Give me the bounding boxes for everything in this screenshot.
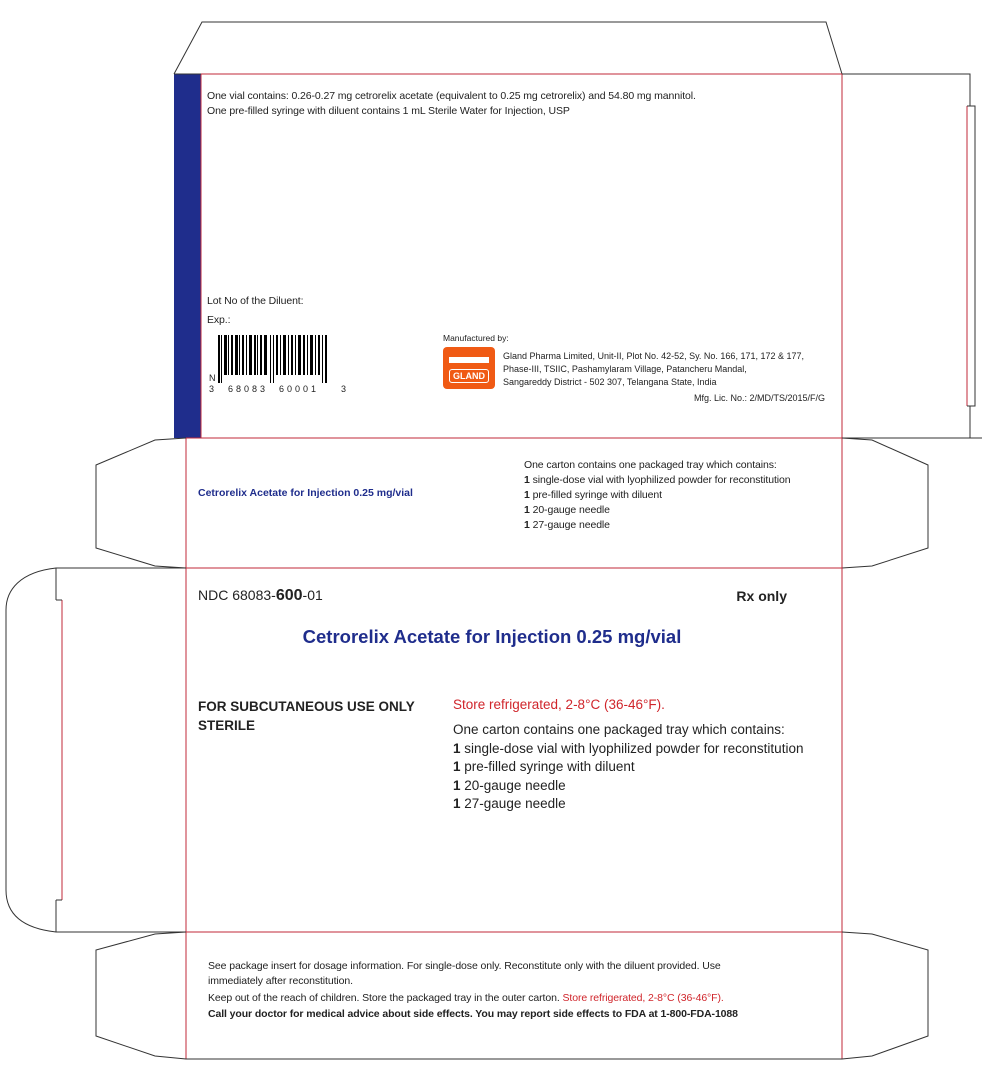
side-item: 1 20-gauge needle [524,504,610,516]
composition-line-1: One vial contains: 0.26-0.27 mg cetrorelix acetate (equivalent to 0.25 mg cetrorelix) and 54.80 mg mannitol. [207,90,696,102]
front-item: 1 single-dose vial with lyophilized powder for reconstitution [453,740,804,756]
ndc-number: NDC 68083-600-01 [198,587,323,604]
side-contents-intro: One carton contains one packaged tray which contains: [524,459,777,471]
composition-block [207,89,832,119]
front-item: 1 27-gauge needle [453,796,566,811]
barcode-n: N [209,373,216,383]
front-item: 1 pre-filled syringe with diluent [453,759,635,774]
side-left-flap [96,438,186,568]
front-contents-intro: One carton contains one packaged tray which contains: [453,722,785,737]
barcode-group-1: 68083 [228,384,269,394]
barcode-first-digit: 3 [209,384,215,394]
side-item: 1 single-dose vial with lyophilized powder for reconstitution [524,474,791,486]
side-contents [524,458,834,533]
side-right-flap [842,438,928,568]
side-product-name: Cetrorelix Acetate for Injection 0.25 mg/vial [198,487,413,499]
front-item: 1 20-gauge needle [453,777,566,793]
rx-only: Rx only [736,588,787,604]
exp-label: Exp.: [207,314,231,326]
gland-logo [443,347,495,389]
composition-line-2: One pre-filled syringe with diluent contains 1 mL Sterile Water for Injection, USP [207,105,570,117]
top-right-flap [842,74,975,438]
front-product-name: Cetrorelix Acetate for Injection 0.25 mg/vial [302,626,682,647]
address-line-3: Sangareddy District - 502 307, Telangana State, India [503,377,717,387]
top-tuck-flap [174,22,842,74]
bottom-text [208,959,828,1022]
front-left-flap [6,568,186,932]
manufacturer-address [503,350,838,389]
bottom-left-flap [96,932,186,1059]
use-line-1: FOR SUBCUTANEOUS USE ONLY [198,699,415,714]
bottom-line-4: Call your doctor for medical advice about side effects. You may report side effects to FDA at 1-800-FDA-1088 [208,1008,738,1020]
mfg-license: Mfg. Lic. No.: 2/MD/TS/2015/F/G [693,393,825,403]
bottom-right-flap [842,932,928,1059]
front-storage: Store refrigerated, 2-8°C (36-46°F). [453,697,665,712]
side-item: 1 27-gauge needle [524,519,610,531]
use-block [198,697,415,735]
logo-text: GLAND [449,369,489,383]
barcode [216,335,336,383]
logo-band [449,357,489,363]
address-line-1: Gland Pharma Limited, Unit-II, Plot No. 42-52, Sy. No. 166, 171, 172 & 177, [503,351,804,361]
blue-band [174,74,201,438]
side-item: 1 pre-filled syringe with diluent [524,489,662,501]
manufactured-by-label: Manufactured by: [443,333,509,343]
barcode-check-digit: 3 [341,384,347,394]
lot-label: Lot No of the Diluent: [207,295,304,307]
address-line-2: Phase-III, TSIIC, Pashamylaram Village, Patancheru Mandal, [503,364,747,374]
bottom-line-3: Keep out of the reach of children. Store the packaged tray in the outer carton. Store refrigerated, 2-8°C (36-46°F). [208,992,724,1004]
barcode-group-2: 60001 [279,384,320,394]
front-contents [453,721,833,814]
use-line-2: STERILE [198,718,256,733]
bottom-line-1: See package insert for dosage information. For single-dose only. Reconstitute only with the diluent provided. Use [208,960,721,972]
bottom-line-2: immediately after reconstitution. [208,975,353,987]
